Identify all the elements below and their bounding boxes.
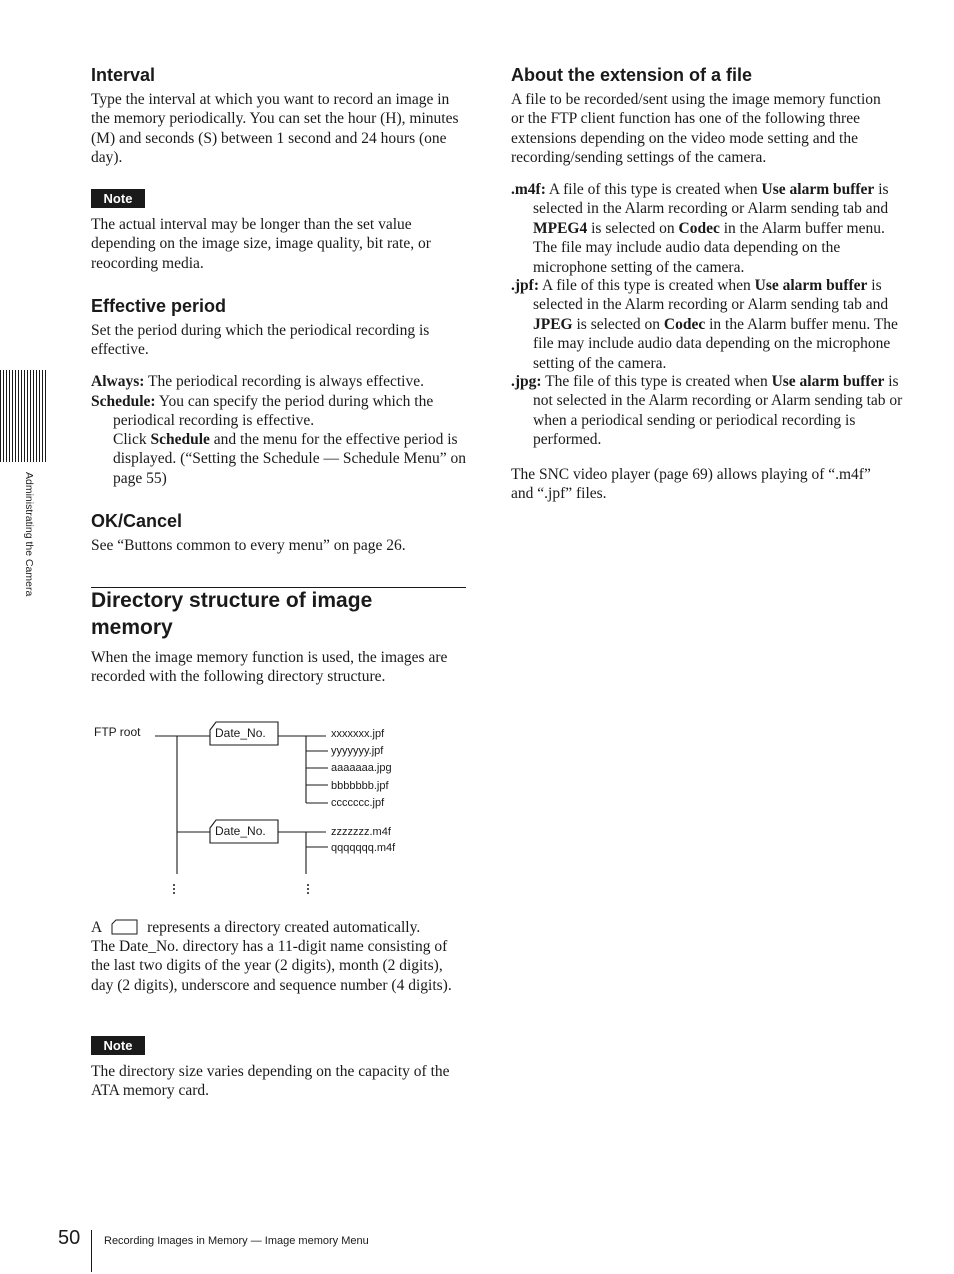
always-definition [91, 372, 489, 391]
ok-cancel-heading: OK/Cancel [91, 511, 183, 531]
footer-divider [91, 1230, 92, 1272]
effective-period-text: Set the period during which the periodical recording is effective. [91, 322, 430, 359]
note-badge-1: Note [91, 189, 145, 208]
directory-heading-line2: memory [91, 616, 173, 639]
jpf-b1: Use alarm buffer [754, 277, 868, 294]
file-name: bbbbbbb.jpf [331, 780, 389, 792]
jpf-b3: Codec [663, 315, 706, 333]
schedule-term: Schedule: [91, 393, 156, 410]
always-text: The periodical recording is always effective. [144, 373, 424, 390]
jpg-t1: The file of this type is created when [541, 373, 772, 390]
directory-heading-line1: Directory structure of image [91, 589, 373, 612]
folder-label-2: Date_No. [215, 824, 266, 838]
legend-suffix: represents a directory created automatically. [147, 919, 421, 936]
m4f-b1: Use alarm buffer [761, 181, 875, 198]
file-name: ccccccc.jpf [331, 797, 385, 809]
schedule-text: You can specify the period during which the periodical recording is effective. [113, 393, 434, 430]
directory-diagram [80, 710, 440, 905]
running-title: Recording Images in Memory — Image memory Menu [104, 1235, 369, 1247]
m4f-t1: A file of this type is created when [545, 181, 762, 198]
file-name: zzzzzzz.m4f [331, 826, 391, 838]
jpg-b1: Use alarm buffer [771, 373, 885, 390]
jpf-term: .jpf: [511, 277, 539, 294]
m4f-definition [511, 180, 911, 277]
directory-text: When the image memory function is used, the images are recorded with the following directory structure. [91, 649, 448, 686]
legend-text: The Date_No. directory has a 11-digit name consisting of the last two digits of the year (2 digits), month (2 digits), day (2 digits), underscore and sequence number (4 digits). [91, 938, 452, 994]
click-prefix: Click [113, 431, 151, 448]
page-number: 50 [58, 1227, 81, 1249]
extension-intro: A file to be recorded/sent using the image memory function or the FTP client function has one of the following three extensions depending on the video mode setting and the recording/sending settings of the camera. [511, 91, 881, 167]
file-name: qqqqqqq.m4f [331, 842, 396, 854]
schedule-definition [91, 392, 489, 431]
m4f-t3: is selected on [587, 219, 679, 237]
ok-cancel-text: See “Buttons common to every menu” on page 26. [91, 537, 406, 554]
side-tab-label: Administrating the Camera [23, 472, 35, 597]
jpf-t2: is selected in the Alarm recording or Alarm sending tab and [533, 277, 889, 314]
m4f-b2: MPEG4 [533, 219, 588, 237]
jpf-t3: is selected on [572, 315, 664, 333]
side-tab-stripes [0, 370, 46, 462]
m4f-term: .m4f: [511, 181, 546, 198]
ftp-root-label: FTP root [94, 725, 141, 739]
jpf-t4: in the Alarm buffer menu. The file may include audio data depending on the microphone setting of the camera. [533, 315, 898, 372]
note-text-2: The directory size varies depending on the capacity of the ATA memory card. [91, 1063, 450, 1100]
legend-line [91, 918, 467, 937]
file-name: xxxxxxx.jpf [331, 728, 385, 740]
directory-heading [91, 587, 467, 641]
jpg-definition [511, 372, 911, 450]
interval-heading: Interval [91, 65, 156, 85]
file-name: yyyyyyy.jpf [331, 745, 384, 757]
legend-prefix: A [91, 919, 102, 936]
jpg-term: .jpg: [511, 373, 542, 390]
m4f-t2: is selected in the Alarm recording or Alarm sending tab and [533, 181, 889, 218]
jpf-b2: JPEG [533, 315, 573, 333]
interval-text: Type the interval at which you want to record an image in the memory periodically. You can set the hour (H), minutes (M) and seconds (S) between 1 second and 24 hours (one day). [91, 91, 459, 167]
jpf-definition [511, 276, 911, 373]
effective-period-heading: Effective period [91, 296, 227, 316]
jpf-t1: A file of this type is created when [538, 277, 755, 294]
player-text: The SNC video player (page 69) allows playing of “.m4f” and “.jpf” files. [511, 466, 871, 503]
always-term: Always: [91, 373, 145, 390]
m4f-t4: in the Alarm buffer menu. The file may include audio data depending on the microphone setting of the camera. [533, 219, 885, 276]
click-text: and the menu for the effective period is displayed. (“Setting the Schedule — Schedule Menu” on page 55) [113, 431, 466, 487]
schedule-button-ref: Schedule [150, 431, 210, 448]
m4f-b3: Codec [678, 219, 720, 237]
jpg-t2: is not selected in the Alarm recording or Alarm sending tab or when a periodical sending or periodical recording is performed. [533, 373, 903, 449]
folder-label-1: Date_No. [215, 726, 266, 740]
schedule-click-text [113, 430, 467, 488]
file-name: aaaaaaa.jpg [331, 762, 392, 774]
extension-heading: About the extension of a file [511, 65, 753, 85]
note-text-1: The actual interval may be longer than the set value depending on the image size, image quality, bit rate, or reocording media. [91, 216, 431, 272]
note-badge-2: Note [91, 1036, 145, 1055]
folder-icon [111, 919, 139, 935]
